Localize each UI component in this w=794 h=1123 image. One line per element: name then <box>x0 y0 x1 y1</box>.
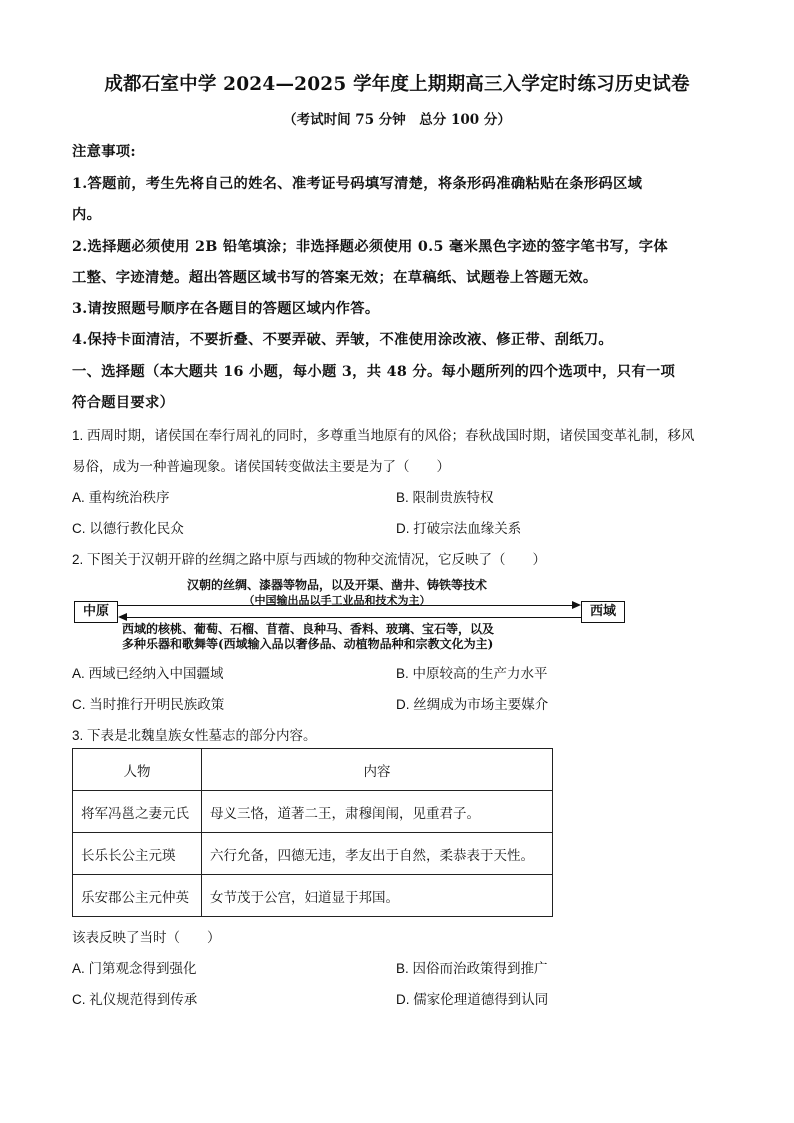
table-cell-content: 母义三恪，道著二王，肃穆闺闱，见重君子。 <box>202 791 553 833</box>
notice-item-2-cont: 工整、字迹清楚。超出答题区域书写的答案无效；在草稿纸、试题卷上答题无效。 <box>72 270 598 286</box>
question-3-followup: 该表反映了当时（ ） <box>72 930 221 945</box>
page-title: 成都石室中学 2024—2025 学年度上期期高三入学定时练习历史试卷 <box>104 74 690 95</box>
diagram-import-text: 西域的核桃、葡萄、石榴、苜蓿、良种马、香料、玻璃、宝石等，以及 <box>122 622 495 636</box>
question-3-option-a[interactable]: A. 门第观念得到强化 <box>72 961 197 976</box>
question-1-option-c[interactable]: C. 以德行教化民众 <box>72 521 184 536</box>
table-row <box>73 833 553 875</box>
table-cell-person: 乐安郡公主元仲英 <box>73 875 202 917</box>
table-cell-person: 长乐长公主元瑛 <box>73 833 202 875</box>
diagram-arrow-east-line <box>118 605 574 606</box>
notice-item-4: 4.保持卡面清洁，不要折叠、不要弄破、弄皱，不准使用涂改液、修正带、刮纸刀。 <box>72 332 614 348</box>
diagram-box-xiyu: 西域 <box>581 601 625 623</box>
section-heading-cont: 符合题目要求） <box>72 395 175 411</box>
table-header-row <box>73 749 553 791</box>
question-1-option-b[interactable]: B. 限制贵族特权 <box>396 490 494 505</box>
table-row <box>73 791 553 833</box>
diagram-arrow-west-line <box>126 617 581 618</box>
question-1-option-a[interactable]: A. 重构统治秩序 <box>72 490 170 505</box>
notice-item-1-cont: 内。 <box>72 207 102 223</box>
question-1-stem-cont: 易俗，成为一种普遍现象。诸侯国转变做法主要是为了（ ） <box>72 459 450 474</box>
table-cell-content: 六行允备，四德无违，孝友出于自然，柔恭表于天性。 <box>202 833 553 875</box>
table-row <box>73 875 553 917</box>
notice-item-3: 3.请按照题号顺序在各题目的答题区域内作答。 <box>72 301 380 317</box>
question-2-stem: 2. 下图关于汉朝开辟的丝绸之路中原与西域的物种交流情况，它反映了（ ） <box>72 552 547 567</box>
question-2-option-c[interactable]: C. 当时推行开明民族政策 <box>72 697 225 712</box>
tomb-inscription-table <box>72 748 553 917</box>
diagram-import-note: 多种乐器和歌舞等(西域输入品以奢侈品、动植物品种和宗教文化为主) <box>122 637 494 651</box>
notice-item-1: 1.答题前，考生先将自己的姓名、准考证号码填写清楚，将条形码准确粘贴在条形码区域 <box>72 176 643 192</box>
question-3-stem: 3. 下表是北魏皇族女性墓志的部分内容。 <box>72 728 317 743</box>
question-3-option-d[interactable]: D. 儒家伦理道德得到认同 <box>396 992 549 1007</box>
table-cell-person: 将军冯邕之妻元氏 <box>73 791 202 833</box>
section-heading: 一、选择题（本大题共 16 小题，每小题 3，共 48 分。每小题所列的四个选项中，只有一项 <box>72 364 676 380</box>
diagram-box-zhongyuan: 中原 <box>74 601 118 623</box>
table-header-person: 人物 <box>73 749 202 791</box>
exam-time-info: （考试时间 75 分钟 总分 100 分） <box>283 112 511 128</box>
question-3-option-c[interactable]: C. 礼仪规范得到传承 <box>72 992 198 1007</box>
question-2-option-a[interactable]: A. 西域已经纳入中国疆域 <box>72 666 224 681</box>
table-header-content: 内容 <box>202 749 553 791</box>
diagram-export-text: 汉朝的丝绸、漆器等物品，以及开渠、凿井、铸铁等技术 <box>186 578 487 592</box>
diagram-export-note: （中国输出品以手工业品和技术为主） <box>243 594 431 607</box>
question-2-option-b[interactable]: B. 中原较高的生产力水平 <box>396 666 548 681</box>
question-2-option-d[interactable]: D. 丝绸成为市场主要媒介 <box>396 697 549 712</box>
arrow-right-icon <box>572 601 581 609</box>
table-cell-content: 女节茂于公宫，妇道显于邦国。 <box>202 875 553 917</box>
question-3-option-b[interactable]: B. 因俗而治政策得到推广 <box>396 961 548 976</box>
question-1-stem: 1. 西周时期，诸侯国在奉行周礼的同时，多尊重当地原有的风俗；春秋战国时期，诸侯国变革礼制，移风 <box>72 428 695 443</box>
notice-heading: 注意事项: <box>72 144 136 160</box>
question-1-option-d[interactable]: D. 打破宗法血缘关系 <box>396 521 522 536</box>
notice-item-2: 2.选择题必须使用 2B 铅笔填涂；非选择题必须使用 0.5 毫米黑色字迹的签字笔书写，字体 <box>72 239 668 255</box>
